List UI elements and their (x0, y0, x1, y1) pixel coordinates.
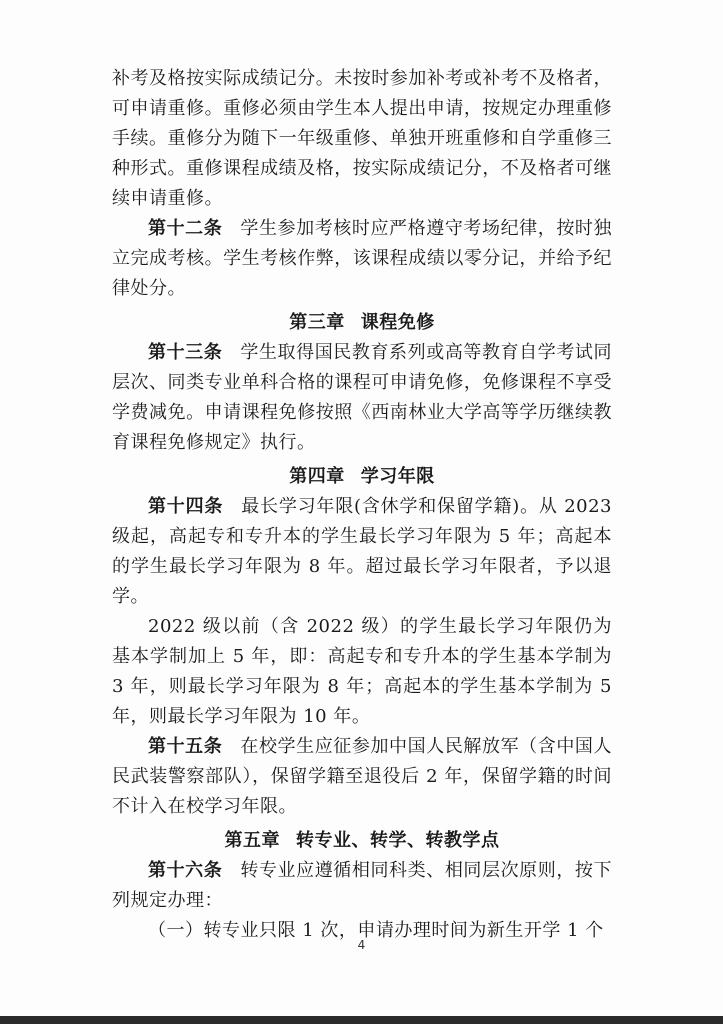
chapter-5-title: 转专业、转学、转教学点 (296, 830, 500, 851)
article-13-title: 第十三条 (148, 342, 223, 363)
chapter-3-heading (112, 308, 612, 338)
article-14-body: 最长学习年限(含休学和保留学籍)。从 2023 级起，高起专和专升本的学生最长学习年限为 5 年；高起本的学生最长学习年限为 8 年。超过最长学习年限者，予以退学。 (112, 496, 613, 607)
document-body (112, 64, 612, 946)
chapter-4-heading (112, 462, 612, 492)
list-item-1: （一）转专业只限 1 次，申请办理时间为新生开学 1 个 (148, 920, 604, 941)
article-15 (112, 732, 612, 822)
article-14 (112, 492, 612, 612)
article-16-body: 转专业应遵循相同科类、相同层次原则，按下列规定办理： (112, 860, 613, 911)
article-13 (112, 338, 612, 458)
article-15-title: 第十五条 (148, 736, 223, 757)
article-15-body: 在校学生应征参加中国人民解放军（含中国人民武装警察部队），保留学籍至退役后 2 年，保留学籍的时间不计入在校学习年限。 (112, 736, 613, 817)
article-16-title: 第十六条 (148, 860, 223, 881)
scan-edge-bar (0, 1016, 723, 1024)
chapter-3-title: 课程免修 (360, 312, 435, 333)
article-12 (112, 214, 612, 304)
paragraph-continuation: 补考及格按实际成绩记分。未按时参加补考或补考不及格者，可申请重修。重修必须由学生本人提出申请，按规定办理重修手续。重修分为随下一年级重修、单独开班重修和自学重修三种形式。重修课程成绩及格，按实际成绩记分，不及格者可继续申请重修。 (112, 68, 612, 209)
article-16 (112, 856, 612, 916)
chapter-3-number: 第三章 (289, 312, 345, 333)
chapter-5-heading (112, 826, 612, 856)
chapter-4-number: 第四章 (289, 466, 345, 487)
article-14-title: 第十四条 (148, 496, 224, 517)
article-13-body: 学生取得国民教育系列或高等教育自学考试同层次、同类专业单科合格的课程可申请免修，免修课程不享受学费减免。申请课程免修按照《西南林业大学高等学历继续教育课程免修规定》执行。 (112, 342, 613, 453)
article-12-body: 学生参加考核时应严格遵守考场纪律，按时独立完成考核。学生考核作弊，该课程成绩以零分记，并给予纪律处分。 (112, 218, 613, 299)
chapter-4-title: 学习年限 (360, 466, 435, 487)
page-number: 4 (357, 938, 366, 952)
article-12-title: 第十二条 (148, 218, 223, 239)
paragraph-2022-cohort: 2022 级以前（含 2022 级）的学生最长学习年限仍为基本学制加上 5 年，即：高起专和专升本的学生基本学制为 3 年，则最长学习年限为 8 年；高起本的学生基本学制为 5 年，则最长学习年限为 10 年。 (112, 616, 612, 727)
chapter-5-number: 第五章 (224, 830, 280, 851)
